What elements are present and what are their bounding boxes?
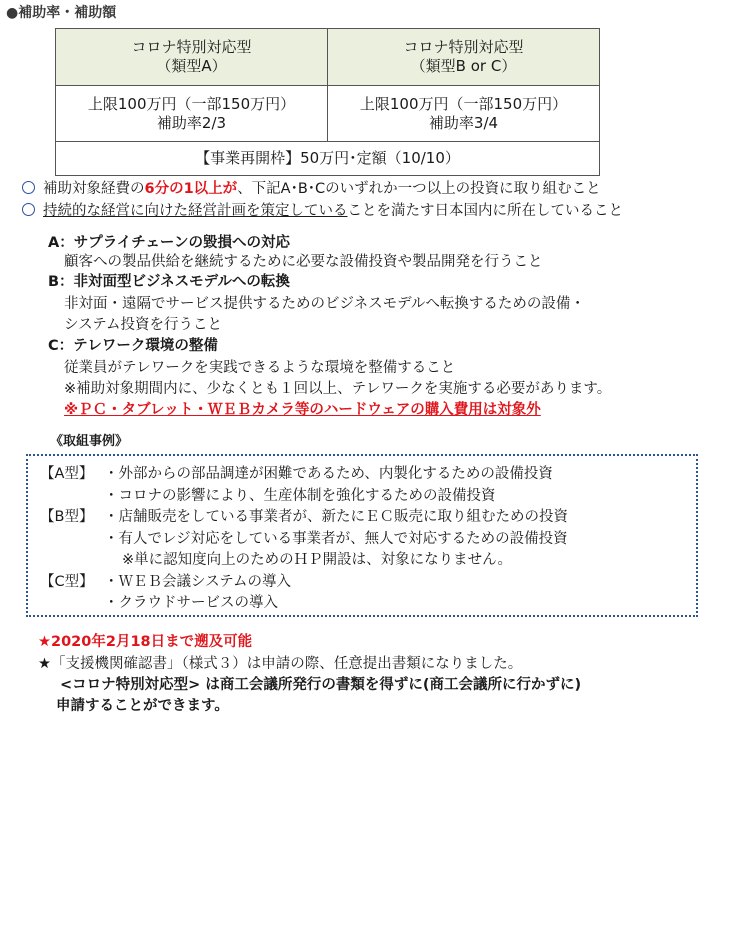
type-b-title: B：非対面型ビジネスモデルへの転換 <box>48 274 290 290</box>
table-header-type-a: コロナ特別対応型 （類型A） <box>56 29 328 86</box>
retroactive-notice: ★2020年2月18日まで遡及可能 <box>38 634 253 650</box>
example-b-2: ・有人でレジ対応をしている事業者が、無人で対応するための設備投資 <box>104 531 568 547</box>
table-cell-rate-a: 上限100万円（一部150万円） 補助率2/3 <box>56 86 328 142</box>
example-a-2: ・コロナの影響により、生産体制を強化するための設備投資 <box>104 488 496 504</box>
table-cell-restart-frame: 【事業再開枠】50万円･定額（10/10） <box>56 142 600 176</box>
example-c-2: ・クラウドサービスの導入 <box>104 595 278 611</box>
circle-bullet-icon <box>22 203 35 216</box>
examples-title: 《取組事例》 <box>50 434 129 449</box>
requirement-1: 補助対象経費の6分の1以上が、下記A･B･Cのいずれか一つ以上の投資に取り組むこと <box>22 177 601 198</box>
example-b-1: ・店舗販売をしている事業者が、新たにＥＣ販売に取り組むための投資 <box>104 509 568 525</box>
example-c-1: ・ＷＥＢ会議システムの導入 <box>104 574 292 590</box>
support-confirmation-note: ★「支援機関確認書」（様式３）は申請の際、任意提出書類になりました。 <box>38 656 523 672</box>
application-note-line-2: 申請することができます。 <box>56 698 229 714</box>
application-note-line-1: <コロナ特別対応型> は商工会議所発行の書類を得ずに(商工会議所に行かずに) <box>60 677 582 693</box>
requirement-2: 持続的な経営に向けた経営計画を策定していることを満たす日本国内に所在していること <box>22 199 623 220</box>
type-b-description: 非対面・遠隔でサービス提供するためのビジネスモデルへ転換するための設備・ <box>64 296 585 312</box>
type-c-note: ※補助対象期間内に、少なくとも１回以上、テレワークを実施する必要があります。 <box>64 381 612 397</box>
type-a-description: 顧客への製品供給を継続するために必要な設備投資や製品開発を行うこと <box>64 254 543 270</box>
table-header-type-bc: コロナ特別対応型 （類型B or C） <box>328 29 600 86</box>
example-tag-a: 【A型】 <box>40 466 94 482</box>
subsidy-rate-table <box>55 28 600 176</box>
type-b-description-cont: システム投資を行うこと <box>64 317 223 333</box>
example-tag-c: 【C型】 <box>40 574 94 590</box>
section-heading: ●補助率・補助額 <box>6 5 117 21</box>
hardware-excluded-note: ※ＰＣ・タブレット・ＷＥＢカメラ等のハードウェアの購入費用は対象外 <box>64 402 541 418</box>
table-cell-rate-bc: 上限100万円（一部150万円） 補助率3/4 <box>328 86 600 142</box>
type-a-title: A：サプライチェーンの毀損への対応 <box>48 235 291 251</box>
circle-bullet-icon <box>22 181 35 194</box>
type-c-description: 従業員がテレワークを実践できるような環境を整備すること <box>64 360 456 376</box>
example-a-1: ・外部からの部品調達が困難であるため、内製化するための設備投資 <box>104 466 553 482</box>
type-c-title: C：テレワーク環境の整備 <box>48 338 218 354</box>
example-tag-b: 【B型】 <box>40 509 94 525</box>
example-b-note: ※単に認知度向上のためのＨＰ開設は、対象になりません。 <box>122 552 513 568</box>
